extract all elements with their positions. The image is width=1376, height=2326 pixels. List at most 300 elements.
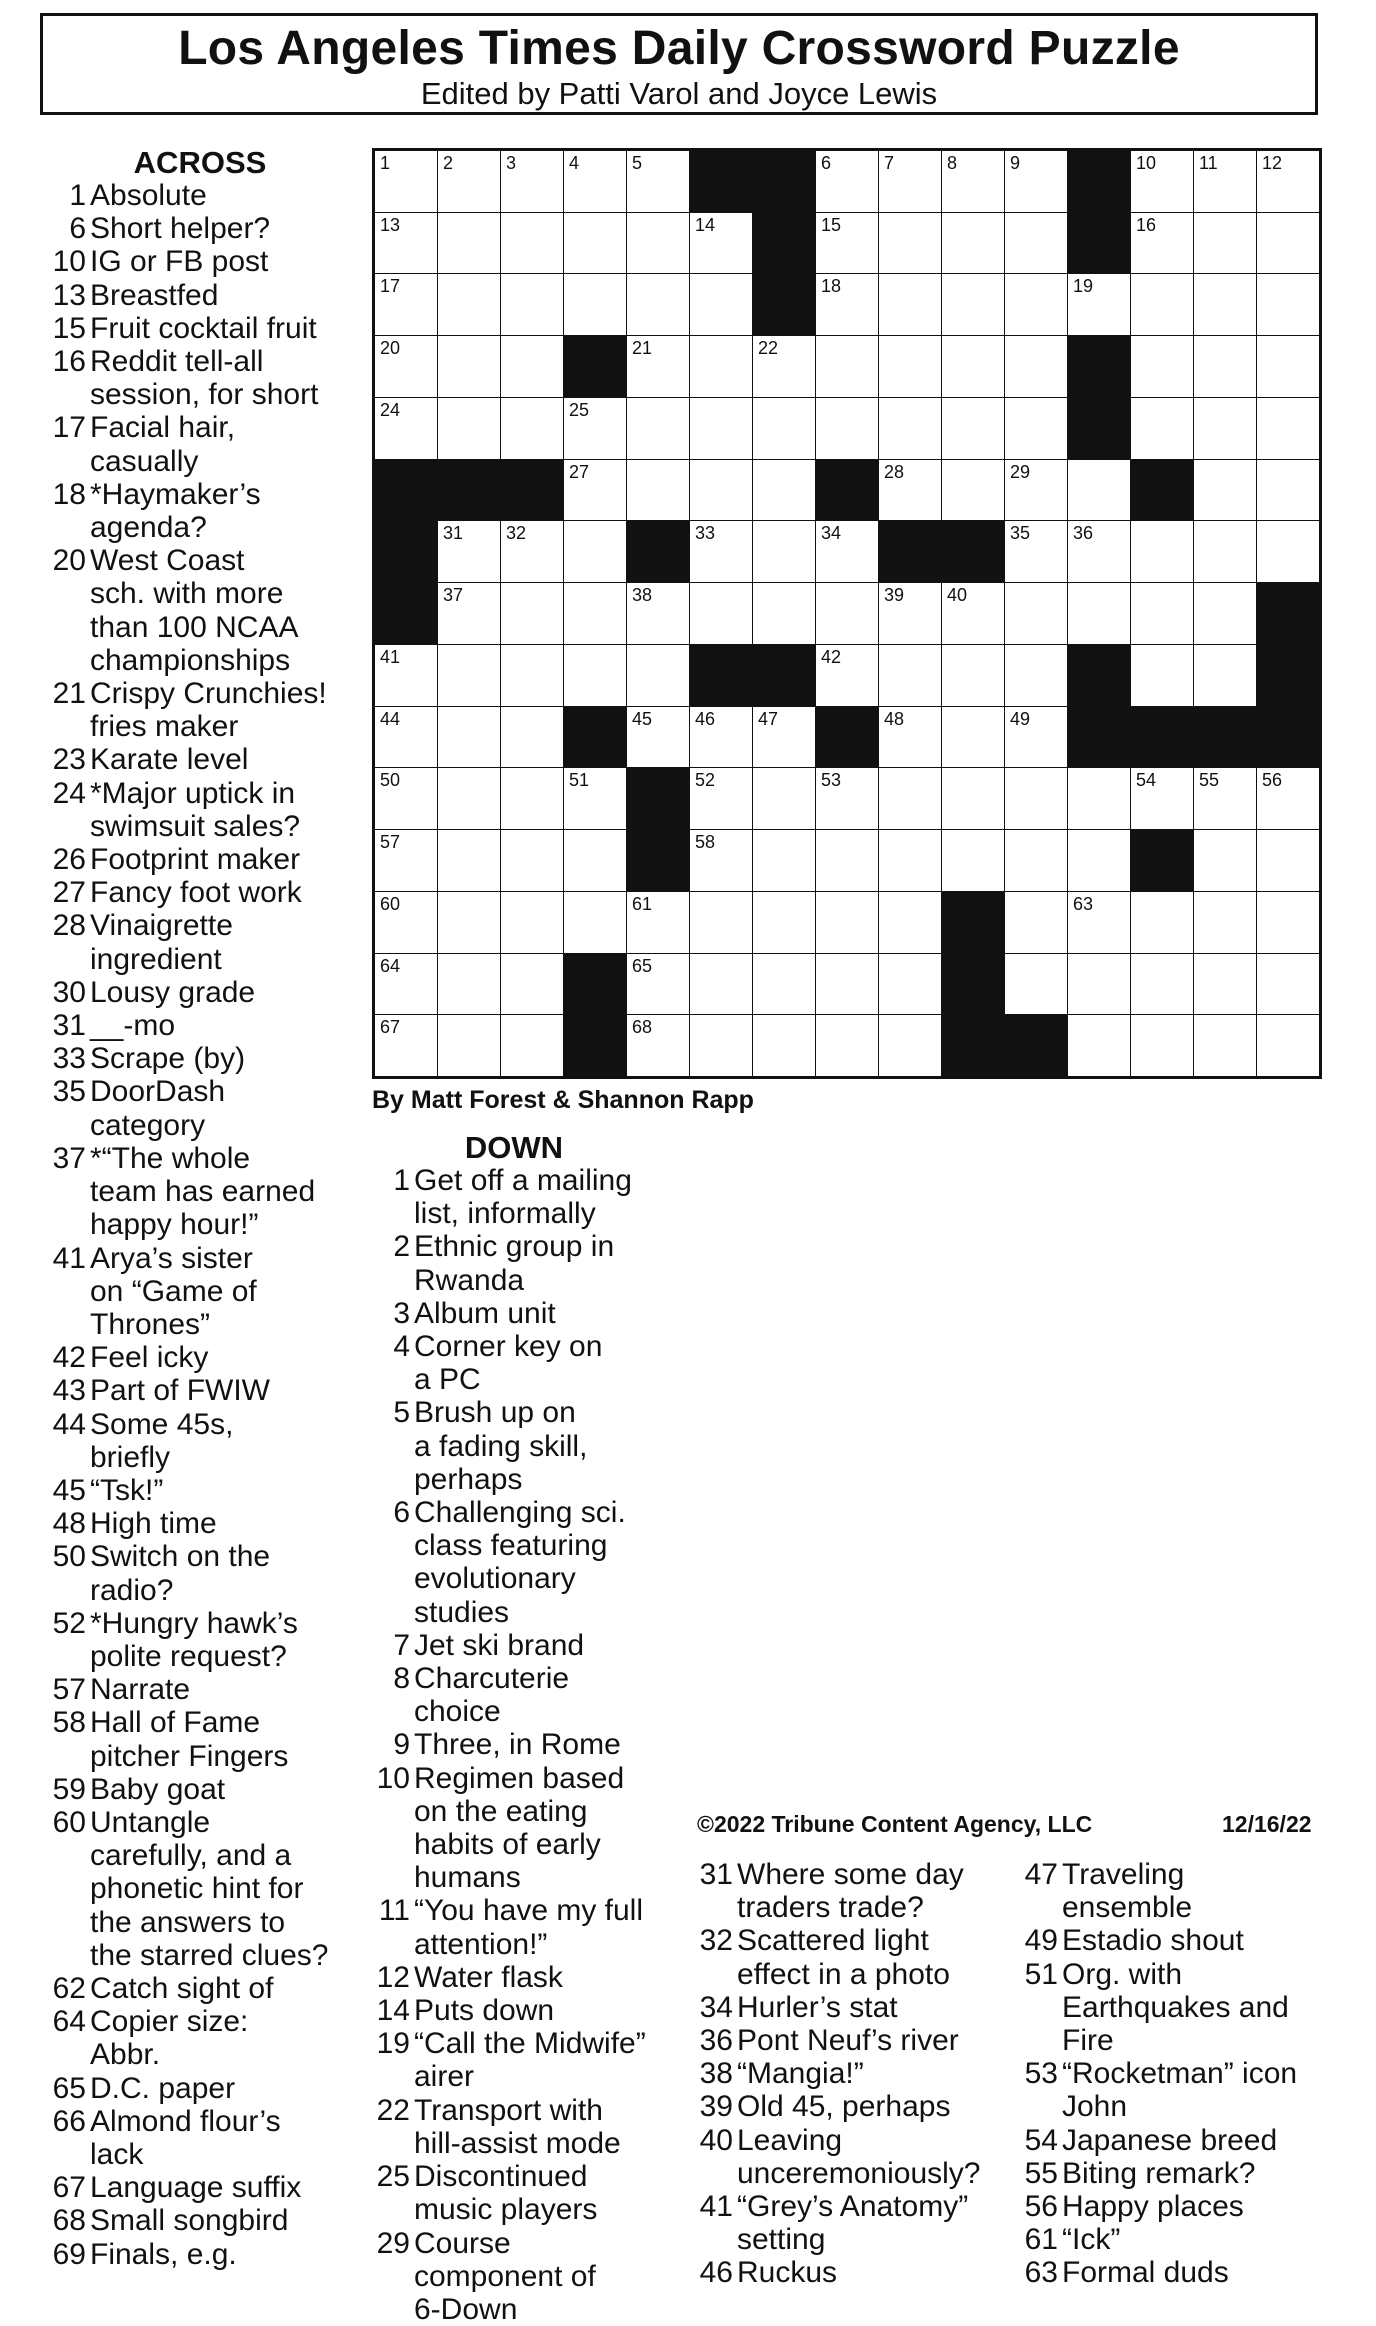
clue-item (364, 2094, 664, 2127)
grid-cell[interactable] (753, 768, 815, 829)
grid-cell[interactable] (501, 336, 563, 397)
grid-cell[interactable] (627, 707, 689, 768)
grid-cell[interactable] (1257, 213, 1319, 274)
grid-cell[interactable] (564, 830, 626, 891)
grid-cell[interactable] (1131, 398, 1193, 459)
grid-cell[interactable] (375, 768, 437, 829)
grid-cell[interactable] (375, 274, 437, 335)
grid-cell[interactable] (375, 151, 437, 212)
grid-cell[interactable] (375, 336, 437, 397)
grid-cell[interactable] (690, 460, 752, 521)
grid-cell[interactable] (753, 830, 815, 891)
clue-number (364, 1795, 414, 1828)
clue-text: Water flask (414, 1960, 563, 1994)
clue-continuation (364, 1795, 664, 1828)
clue-number: 43 (52, 1374, 86, 1408)
grid-cell[interactable] (816, 892, 878, 953)
grid-cell[interactable] (879, 460, 941, 521)
grid-cell[interactable] (438, 213, 500, 274)
grid-cell[interactable] (564, 768, 626, 829)
grid-cell[interactable] (879, 892, 941, 953)
clue-text: music players (414, 2193, 598, 2227)
grid-cell[interactable] (942, 274, 1004, 335)
grid-cell[interactable] (753, 460, 815, 521)
grid-cell[interactable] (501, 645, 563, 706)
grid-cell[interactable] (1068, 830, 1130, 891)
clue-text: Pont Neuf’s river (737, 2024, 959, 2058)
clue-text: Traveling (1062, 1858, 1185, 1891)
clue-continuation (364, 1928, 664, 1961)
clue-continuation (364, 1197, 664, 1230)
grid-cell[interactable] (501, 954, 563, 1015)
grid-cell[interactable] (438, 398, 500, 459)
clue-number (364, 2260, 414, 2293)
grid-cell[interactable] (690, 398, 752, 459)
clue-item (364, 1994, 664, 2027)
grid-cell[interactable] (564, 274, 626, 335)
grid-cell[interactable] (816, 954, 878, 1015)
grid-cell[interactable] (1194, 768, 1256, 829)
clue-number: 18 (821, 276, 842, 297)
grid-cell[interactable] (942, 768, 1004, 829)
grid-cell[interactable] (1068, 274, 1130, 335)
grid-cell[interactable] (375, 398, 437, 459)
clue-number: 5 (393, 1396, 410, 1430)
grid-cell[interactable] (1131, 892, 1193, 953)
clue-number: 29 (1010, 461, 1031, 482)
grid-cell[interactable] (438, 336, 500, 397)
grid-cell[interactable] (879, 274, 941, 335)
grid-cell[interactable] (1005, 213, 1067, 274)
grid-cell[interactable] (816, 213, 878, 274)
grid-cell[interactable] (1194, 954, 1256, 1015)
clue-number: 52 (695, 770, 716, 791)
grid-cell[interactable] (879, 398, 941, 459)
clue-item (364, 1230, 664, 1263)
grid-cell[interactable] (879, 336, 941, 397)
grid-cell[interactable] (1005, 583, 1067, 644)
grid-cell[interactable] (501, 213, 563, 274)
clue-number (364, 1463, 414, 1496)
clue-item (40, 245, 360, 278)
clue-number: 41 (52, 1241, 86, 1275)
clue-item (40, 1374, 360, 1407)
grid-cell[interactable] (438, 892, 500, 953)
grid-cell[interactable] (375, 830, 437, 891)
grid-cell[interactable] (879, 583, 941, 644)
clue-number: 32 (506, 523, 527, 544)
grid-cell[interactable] (564, 892, 626, 953)
grid-cell[interactable] (1194, 460, 1256, 521)
grid-cell[interactable] (564, 521, 626, 582)
grid-cell[interactable] (1131, 768, 1193, 829)
grid-cell[interactable] (1257, 151, 1319, 212)
grid-cell[interactable] (942, 213, 1004, 274)
grid-cell[interactable] (438, 583, 500, 644)
clue-number: 15 (821, 214, 842, 235)
grid-cell[interactable] (1005, 151, 1067, 212)
grid-cell[interactable] (375, 707, 437, 768)
clue-number: 20 (52, 544, 86, 578)
grid-cell[interactable] (375, 1015, 437, 1076)
across-heading: ACROSS (133, 145, 267, 180)
clue-number: 61 (632, 893, 653, 914)
grid-cell[interactable] (753, 583, 815, 644)
grid-cell[interactable] (753, 398, 815, 459)
clue-text: the starred clues? (90, 1938, 329, 1972)
crossword-grid (372, 148, 1322, 1079)
clue-number: 26 (52, 843, 86, 877)
grid-cell[interactable] (1257, 892, 1319, 953)
grid-cell[interactable] (1005, 521, 1067, 582)
grid-cell[interactable] (627, 954, 689, 1015)
grid-cell[interactable] (627, 460, 689, 521)
clue-item (40, 1142, 360, 1175)
grid-cell[interactable] (564, 398, 626, 459)
grid-cell[interactable] (1194, 151, 1256, 212)
grid-cell[interactable] (690, 274, 752, 335)
clue-number: 67 (52, 2171, 86, 2205)
grid-cell[interactable] (564, 151, 626, 212)
grid-cell[interactable] (1257, 398, 1319, 459)
clue-continuation (40, 577, 360, 610)
clue-item (687, 2190, 1007, 2223)
clue-continuation (40, 1839, 360, 1872)
grid-cell[interactable] (1257, 768, 1319, 829)
grid-cell[interactable] (942, 151, 1004, 212)
clue-item (40, 1507, 360, 1540)
clue-item (1012, 2223, 1342, 2256)
grid-cell[interactable] (879, 830, 941, 891)
grid-cell[interactable] (879, 1015, 941, 1076)
grid-cell[interactable] (1131, 645, 1193, 706)
grid-cell[interactable] (690, 521, 752, 582)
clue-text: Happy places (1062, 2190, 1244, 2224)
clue-text: ingredient (90, 942, 222, 976)
down-clue-list-3 (1012, 1858, 1342, 2290)
clue-number: 65 (52, 2071, 86, 2105)
grid-cell[interactable] (438, 151, 500, 212)
grid-cell[interactable] (753, 707, 815, 768)
clue-continuation (40, 511, 360, 544)
grid-cell[interactable] (501, 892, 563, 953)
grid-cell[interactable] (879, 954, 941, 1015)
grid-cell[interactable] (438, 645, 500, 706)
grid-cell[interactable] (1068, 768, 1130, 829)
clue-text: class featuring (414, 1529, 608, 1563)
clue-continuation (40, 1872, 360, 1905)
clue-number: 14 (376, 1994, 410, 2028)
clue-number (1012, 2024, 1062, 2057)
grid-cell[interactable] (1194, 830, 1256, 891)
grid-cell[interactable] (627, 398, 689, 459)
black-square (1257, 583, 1319, 644)
grid-cell[interactable] (879, 645, 941, 706)
grid-cell[interactable] (1005, 830, 1067, 891)
grid-cell[interactable] (564, 645, 626, 706)
clue-item (40, 1042, 360, 1075)
grid-cell[interactable] (1068, 892, 1130, 953)
grid-cell[interactable] (1257, 274, 1319, 335)
grid-cell[interactable] (1257, 336, 1319, 397)
grid-cell[interactable] (1005, 460, 1067, 521)
clue-text: Arya’s sister (90, 1241, 253, 1275)
grid-cell[interactable] (816, 274, 878, 335)
grid-cell[interactable] (816, 768, 878, 829)
clue-number: 33 (52, 1042, 86, 1076)
clue-text: traders trade? (737, 1891, 924, 1925)
grid-cell[interactable] (690, 707, 752, 768)
grid-cell[interactable] (1194, 645, 1256, 706)
grid-cell[interactable] (942, 830, 1004, 891)
clue-item (1012, 2190, 1342, 2223)
black-square (1131, 707, 1193, 768)
grid-cell[interactable] (753, 336, 815, 397)
clue-item (364, 1629, 664, 1662)
grid-cell[interactable] (1257, 460, 1319, 521)
clue-text: “You have my full (414, 1894, 644, 1928)
clue-number: 45 (52, 1473, 86, 1507)
clue-number: 6 (69, 212, 86, 246)
grid-cell[interactable] (690, 892, 752, 953)
grid-cell[interactable] (816, 336, 878, 397)
clue-number: 13 (52, 278, 86, 312)
clue-number: 31 (443, 523, 464, 544)
black-square (753, 151, 815, 212)
grid-cell[interactable] (690, 1015, 752, 1076)
grid-cell[interactable] (690, 768, 752, 829)
clue-text: Baby goat (90, 1772, 226, 1806)
grid-cell[interactable] (438, 830, 500, 891)
clue-number (687, 2157, 737, 2190)
clue-continuation (40, 1939, 360, 1972)
grid-cell[interactable] (438, 768, 500, 829)
grid-cell[interactable] (1194, 398, 1256, 459)
grid-cell[interactable] (1131, 521, 1193, 582)
grid-cell[interactable] (1068, 460, 1130, 521)
clue-number: 23 (1073, 338, 1094, 359)
grid-cell[interactable] (1131, 274, 1193, 335)
clue-number: 38 (699, 2057, 733, 2091)
clue-text: phonetic hint for (90, 1872, 304, 1906)
grid-cell[interactable] (1068, 954, 1130, 1015)
puzzle-title: Los Angeles Times Daily Crossword Puzzle (178, 22, 1180, 75)
grid-cell[interactable] (1194, 336, 1256, 397)
grid-cell[interactable] (753, 521, 815, 582)
grid-cell[interactable] (1194, 521, 1256, 582)
clue-item (40, 279, 360, 312)
grid-cell[interactable] (1194, 892, 1256, 953)
grid-cell[interactable] (627, 336, 689, 397)
grid-cell[interactable] (879, 151, 941, 212)
grid-cell[interactable] (627, 213, 689, 274)
down-clue-list (364, 1131, 664, 2326)
grid-cell[interactable] (501, 830, 563, 891)
grid-cell[interactable] (1005, 707, 1067, 768)
clue-text: *Hungry hawk’s (90, 1606, 298, 1640)
clue-number: 68 (632, 1017, 653, 1038)
grid-cell[interactable] (816, 151, 878, 212)
grid-cell[interactable] (627, 645, 689, 706)
black-square (564, 336, 626, 397)
clue-text: agenda? (90, 511, 207, 545)
clue-continuation (40, 644, 360, 677)
clue-item (364, 1396, 664, 1429)
grid-cell[interactable] (942, 645, 1004, 706)
grid-cell[interactable] (690, 830, 752, 891)
grid-cell[interactable] (753, 892, 815, 953)
grid-cell[interactable] (690, 213, 752, 274)
clue-item (40, 677, 360, 710)
grid-cell[interactable] (375, 645, 437, 706)
grid-cell[interactable] (1005, 892, 1067, 953)
clue-number: 50 (380, 770, 401, 791)
clue-item (40, 2072, 360, 2105)
grid-cell[interactable] (1257, 1015, 1319, 1076)
grid-cell[interactable] (438, 521, 500, 582)
black-square (627, 768, 689, 829)
grid-cell[interactable] (1005, 768, 1067, 829)
clue-number: 49 (1024, 1924, 1058, 1958)
grid-cell[interactable] (564, 460, 626, 521)
grid-cell[interactable] (501, 151, 563, 212)
grid-cell[interactable] (501, 583, 563, 644)
grid-cell[interactable] (627, 892, 689, 953)
grid-cell[interactable] (816, 830, 878, 891)
grid-cell[interactable] (501, 521, 563, 582)
clue-number: 34 (821, 523, 842, 544)
clue-text: attention!” (414, 1927, 548, 1961)
grid-cell[interactable] (942, 398, 1004, 459)
clue-continuation (364, 2127, 664, 2160)
grid-cell[interactable] (942, 707, 1004, 768)
grid-cell[interactable] (1257, 954, 1319, 1015)
clue-item (40, 2105, 360, 2138)
clue-number: 50 (52, 1540, 86, 1574)
grid-cell[interactable] (564, 213, 626, 274)
grid-cell[interactable] (816, 583, 878, 644)
clue-number: 63 (1073, 893, 1094, 914)
grid-cell[interactable] (753, 1015, 815, 1076)
grid-cell[interactable] (1131, 954, 1193, 1015)
clue-item (40, 1075, 360, 1108)
clue-item (40, 2005, 360, 2038)
black-square (816, 707, 878, 768)
clue-number: 35 (52, 1075, 86, 1109)
clue-text: Narrate (90, 1673, 191, 1707)
clue-number: 1 (380, 153, 391, 173)
clue-number: 25 (376, 2160, 410, 2194)
grid-cell[interactable] (501, 1015, 563, 1076)
grid-cell[interactable] (942, 336, 1004, 397)
grid-cell[interactable] (816, 398, 878, 459)
clue-number: 8 (947, 153, 958, 173)
grid-cell[interactable] (879, 707, 941, 768)
grid-cell[interactable] (1194, 213, 1256, 274)
grid-cell[interactable] (501, 707, 563, 768)
black-square (753, 213, 815, 274)
grid-cell[interactable] (1131, 583, 1193, 644)
grid-cell[interactable] (1131, 336, 1193, 397)
clue-number: 8 (393, 1662, 410, 1696)
black-square (942, 521, 1004, 582)
grid-cell[interactable] (1005, 336, 1067, 397)
clue-text: “Rocketman” icon (1062, 2057, 1298, 2091)
clue-continuation (1012, 1991, 1342, 2024)
grid-cell[interactable] (1194, 274, 1256, 335)
grid-cell[interactable] (501, 768, 563, 829)
grid-cell[interactable] (879, 768, 941, 829)
grid-cell[interactable] (438, 954, 500, 1015)
clue-number (364, 2193, 414, 2226)
grid-cell[interactable] (438, 1015, 500, 1076)
grid-cell[interactable] (690, 583, 752, 644)
grid-cell[interactable] (375, 892, 437, 953)
grid-cell[interactable] (627, 151, 689, 212)
grid-cell[interactable] (375, 954, 437, 1015)
clue-number: 55 (1199, 770, 1220, 791)
grid-cell[interactable] (501, 274, 563, 335)
grid-cell[interactable] (1257, 521, 1319, 582)
grid-cell[interactable] (375, 213, 437, 274)
grid-cell[interactable] (564, 583, 626, 644)
grid-cell[interactable] (501, 398, 563, 459)
grid-cell[interactable] (1005, 274, 1067, 335)
grid-cell[interactable] (753, 954, 815, 1015)
clue-item (40, 345, 360, 378)
clue-item (40, 909, 360, 942)
grid-cell[interactable] (816, 1015, 878, 1076)
grid-cell[interactable] (1131, 151, 1193, 212)
grid-cell[interactable] (1257, 830, 1319, 891)
grid-cell[interactable] (690, 954, 752, 1015)
grid-cell[interactable] (942, 583, 1004, 644)
clue-continuation (687, 2157, 1007, 2190)
grid-cell[interactable] (438, 274, 500, 335)
grid-cell[interactable] (1068, 1015, 1130, 1076)
grid-cell[interactable] (690, 336, 752, 397)
clue-number: 64 (52, 2005, 86, 2039)
grid-cell[interactable] (1194, 583, 1256, 644)
grid-cell[interactable] (1005, 645, 1067, 706)
grid-cell[interactable] (1005, 398, 1067, 459)
clue-number: 28 (884, 461, 905, 482)
grid-cell[interactable] (1131, 213, 1193, 274)
byline: By Matt Forest & Shannon Rapp (372, 1086, 754, 1114)
grid-cell[interactable] (627, 274, 689, 335)
clue-number: 38 (632, 585, 653, 606)
grid-cell[interactable] (879, 213, 941, 274)
clue-number: 45 (632, 708, 653, 729)
grid-cell[interactable] (627, 583, 689, 644)
grid-cell[interactable] (1131, 1015, 1193, 1076)
clue-text: Fancy foot work (90, 876, 302, 910)
grid-cell[interactable] (1194, 1015, 1256, 1076)
grid-cell[interactable] (627, 1015, 689, 1076)
clue-number (40, 1939, 90, 1972)
grid-cell[interactable] (1005, 954, 1067, 1015)
clue-text: Japanese breed (1062, 2123, 1278, 2157)
grid-cell[interactable] (816, 521, 878, 582)
grid-cell[interactable] (1068, 583, 1130, 644)
grid-cell[interactable] (438, 707, 500, 768)
clue-number: 3 (506, 153, 517, 173)
grid-cell[interactable] (1068, 521, 1130, 582)
grid-cell[interactable] (942, 460, 1004, 521)
clue-item (40, 843, 360, 876)
clue-text: evolutionary (414, 1562, 576, 1596)
grid-cell[interactable] (816, 645, 878, 706)
